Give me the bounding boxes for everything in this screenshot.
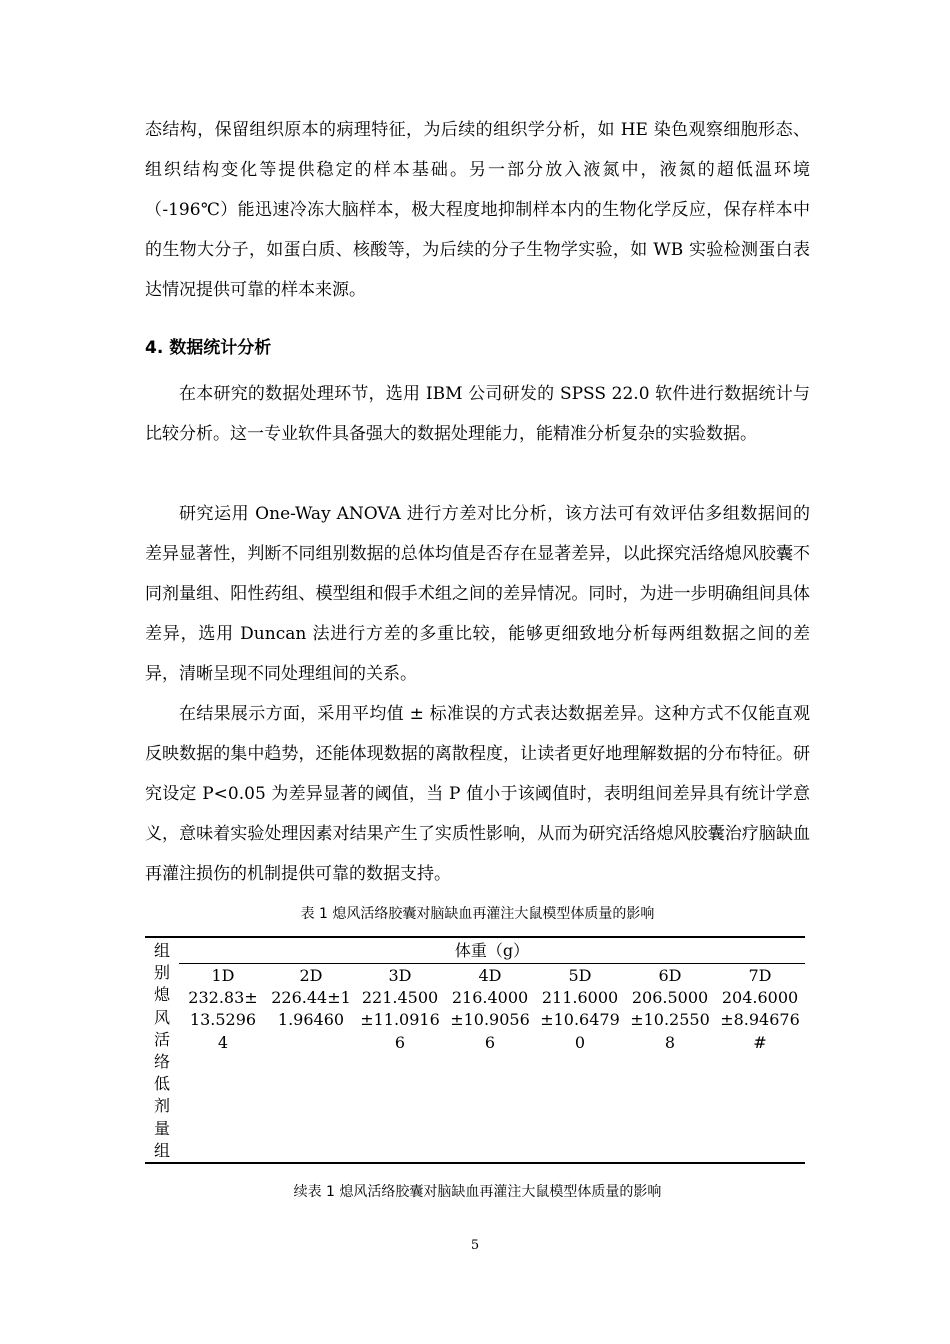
day-column [535, 965, 625, 1054]
table-caption: 表 1 熄风活络胶囊对脑缺血再灌注大鼠模型体质量的影响 [300, 906, 655, 922]
table-cell: 216.4000 [451, 988, 529, 1008]
paragraph-spss: 在本研究的数据处理环节，选用 IBM 公司研发的 SPSS 22.0 软件进行数据统计与比较分析。这一专业软件具备强大的数据处理能力，能精准分析复杂的实验数据。 [145, 384, 810, 444]
day-header: 2D [299, 966, 323, 985]
day-header: 3D [388, 966, 412, 985]
day-header: 7D [748, 966, 772, 985]
group-name-char: 量 [153, 1118, 170, 1138]
table-cell: 8 [664, 1032, 676, 1052]
day-header: 1D [211, 966, 235, 985]
weight-span-header: 体重（g） [454, 941, 530, 960]
continued-table-caption: 续表 1 熄风活络胶囊对脑缺血再灌注大鼠模型体质量的影响 [293, 1184, 662, 1200]
group-name-char: 组 [153, 1140, 170, 1160]
table-cell: 6 [394, 1032, 406, 1052]
day-header: 6D [658, 966, 682, 985]
body-weight-table [145, 936, 805, 1164]
table-cell: 1.96460 [277, 1010, 345, 1030]
table-cell: 232.83± [188, 988, 258, 1008]
table-cell: # [753, 1032, 767, 1052]
table-cell: 206.5000 [631, 988, 709, 1008]
table-cell: ±11.0916 [360, 1010, 440, 1030]
day-column [355, 965, 445, 1054]
paragraph-sample-preservation: 态结构，保留组织原本的病理特征，为后续的组织学分析，如 HE 染色观察细胞形态、组织结构变化等提供稳定的样本基础。另一部分放入液氮中，液氮的超低温环境（-196℃）能迅速冷冻大脑样本，极大程度地抑制样本内的生物化学反应，保存样本中的生物大分子，如蛋白质、核酸等，为后续的分子生物学实验，如 WB 实验检测蛋白表达情况提供可靠的样本来源。 [145, 120, 810, 300]
day-header: 5D [568, 966, 592, 985]
table-cell: ±10.9056 [450, 1010, 530, 1030]
group-name-char: 剂 [153, 1096, 170, 1116]
group-column [151, 940, 173, 1162]
table-cell: 6 [484, 1032, 496, 1052]
group-name-char: 风 [153, 1007, 170, 1027]
table-cell: 204.6000 [721, 988, 799, 1008]
day-column [445, 965, 535, 1054]
group-header-char: 组 [153, 941, 170, 960]
section-heading: 4. 数据统计分析 [145, 338, 272, 358]
group-name-char: 活 [153, 1029, 170, 1049]
group-header-char: 别 [153, 963, 170, 983]
table-cell: 211.6000 [541, 988, 619, 1008]
group-name-char: 络 [153, 1052, 170, 1072]
paragraph-anova: 研究运用 One-Way ANOVA 进行方差对比分析，该方法可有效评估多组数据间的差异显著性，判断不同组别数据的总体均值是否存在显著差异，以此探究活络熄风胶囊不同剂量组、阳性药组、模型组和假手术组之间的差异情况。同时，为进一步明确组间具体差异，选用 Duncan 法进行方差的多重比较，能够更细致地分析每两组数据之间的差异，清晰呈现不同处理组间的关系。 [145, 504, 810, 684]
day-column [715, 965, 805, 1054]
page-number: 5 [470, 1238, 480, 1253]
group-name-char: 熄 [153, 985, 170, 1005]
paragraph-results-presentation: 在结果展示方面，采用平均值 ± 标准误的方式表达数据差异。这种方式不仅能直观反映数据的集中趋势，还能体现数据的离散程度，让读者更好地理解数据的分布特征。研究设定 P<0.05 为差异显著的阈值，当 P 值小于该阈值时，表明组间差异具有统计学意义，意味着实验处理因素对结果产生了实质性影响，从而为研究活络熄风胶囊治疗脑缺血再灌注损伤的机制提供可靠的数据支持。 [145, 704, 810, 884]
day-column [267, 965, 355, 1032]
table-cell: 13.5296 [189, 1010, 257, 1030]
table-cell: 221.4500 [361, 988, 439, 1008]
group-name-char: 低 [153, 1074, 170, 1094]
day-column [179, 965, 267, 1054]
table-cell: ±10.6479 [540, 1010, 620, 1030]
day-column [625, 965, 715, 1054]
table-cell: 0 [574, 1032, 586, 1052]
table-cell: ±8.94676 [720, 1010, 800, 1030]
header-divider [179, 963, 805, 964]
table-cell: ±10.2550 [630, 1010, 710, 1030]
table-cell: 226.44±1 [271, 988, 351, 1008]
day-header: 4D [478, 966, 502, 985]
table-cell: 4 [217, 1032, 229, 1052]
